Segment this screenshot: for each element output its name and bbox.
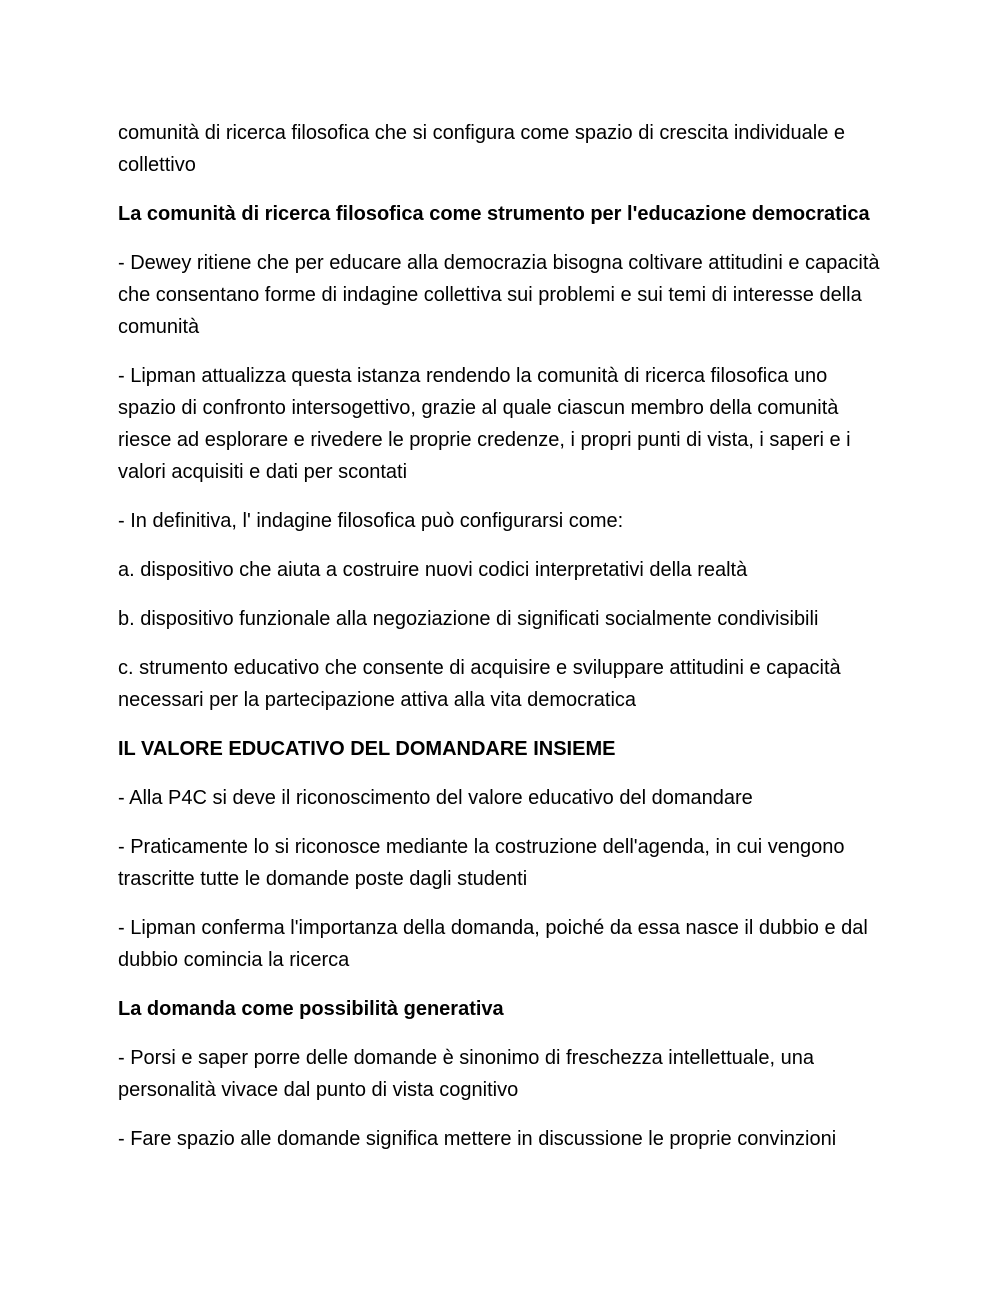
section-heading-democratic-education: La comunità di ricerca filosofica come strumento per l'educazione democratica <box>118 203 870 225</box>
paragraph-in-definitiva: - In definitiva, l' indagine filosofica può configurarsi come: <box>118 510 624 532</box>
section-heading-valore-educativo: IL VALORE EDUCATIVO DEL DOMANDARE INSIEME <box>118 738 616 760</box>
paragraph-agenda: - Praticamente lo si riconosce mediante la costruzione dell'agenda, in cui vengono trascritte tutte le domande poste dagli studenti <box>118 836 845 890</box>
section-heading-domanda-generativa: La domanda come possibilità generativa <box>118 998 504 1020</box>
list-item-b: b. dispositivo funzionale alla negoziazione di significati socialmente condivisibili <box>118 608 819 630</box>
paragraph-fare-spazio: - Fare spazio alle domande significa mettere in discussione le proprie convinzioni <box>118 1128 837 1150</box>
paragraph-porsi-domande: - Porsi e saper porre delle domande è sinonimo di freschezza intellettuale, una personalità vivace dal punto di vista cognitivo <box>118 1047 814 1101</box>
document-page <box>118 117 884 1172</box>
paragraph-lipman-intersubjective: - Lipman attualizza questa istanza rendendo la comunità di ricerca filosofica uno spazio di confronto intersogettivo, grazie al quale ciascun membro della comunità riesce ad esplorare e rivedere le proprie credenze, i propri punti di vista, i saperi e i valori acquisiti e dati per scontati <box>118 365 851 483</box>
paragraph-lipman-domanda: - Lipman conferma l'importanza della domanda, poiché da essa nasce il dubbio e dal dubbio comincia la ricerca <box>118 917 868 971</box>
paragraph-continuation: comunità di ricerca filosofica che si configura come spazio di crescita individuale e collettivo <box>118 122 846 176</box>
paragraph-p4c: - Alla P4C si deve il riconoscimento del valore educativo del domandare <box>118 787 753 809</box>
list-item-c: c. strumento educativo che consente di acquisire e sviluppare attitudini e capacità necessari per la partecipazione attiva alla vita democratica <box>118 657 841 711</box>
paragraph-dewey: - Dewey ritiene che per educare alla democrazia bisogna coltivare attitudini e capacità che consentano forme di indagine collettiva sui problemi e sui temi di interesse della comunità <box>118 252 880 338</box>
list-item-a: a. dispositivo che aiuta a costruire nuovi codici interpretativi della realtà <box>118 559 748 581</box>
